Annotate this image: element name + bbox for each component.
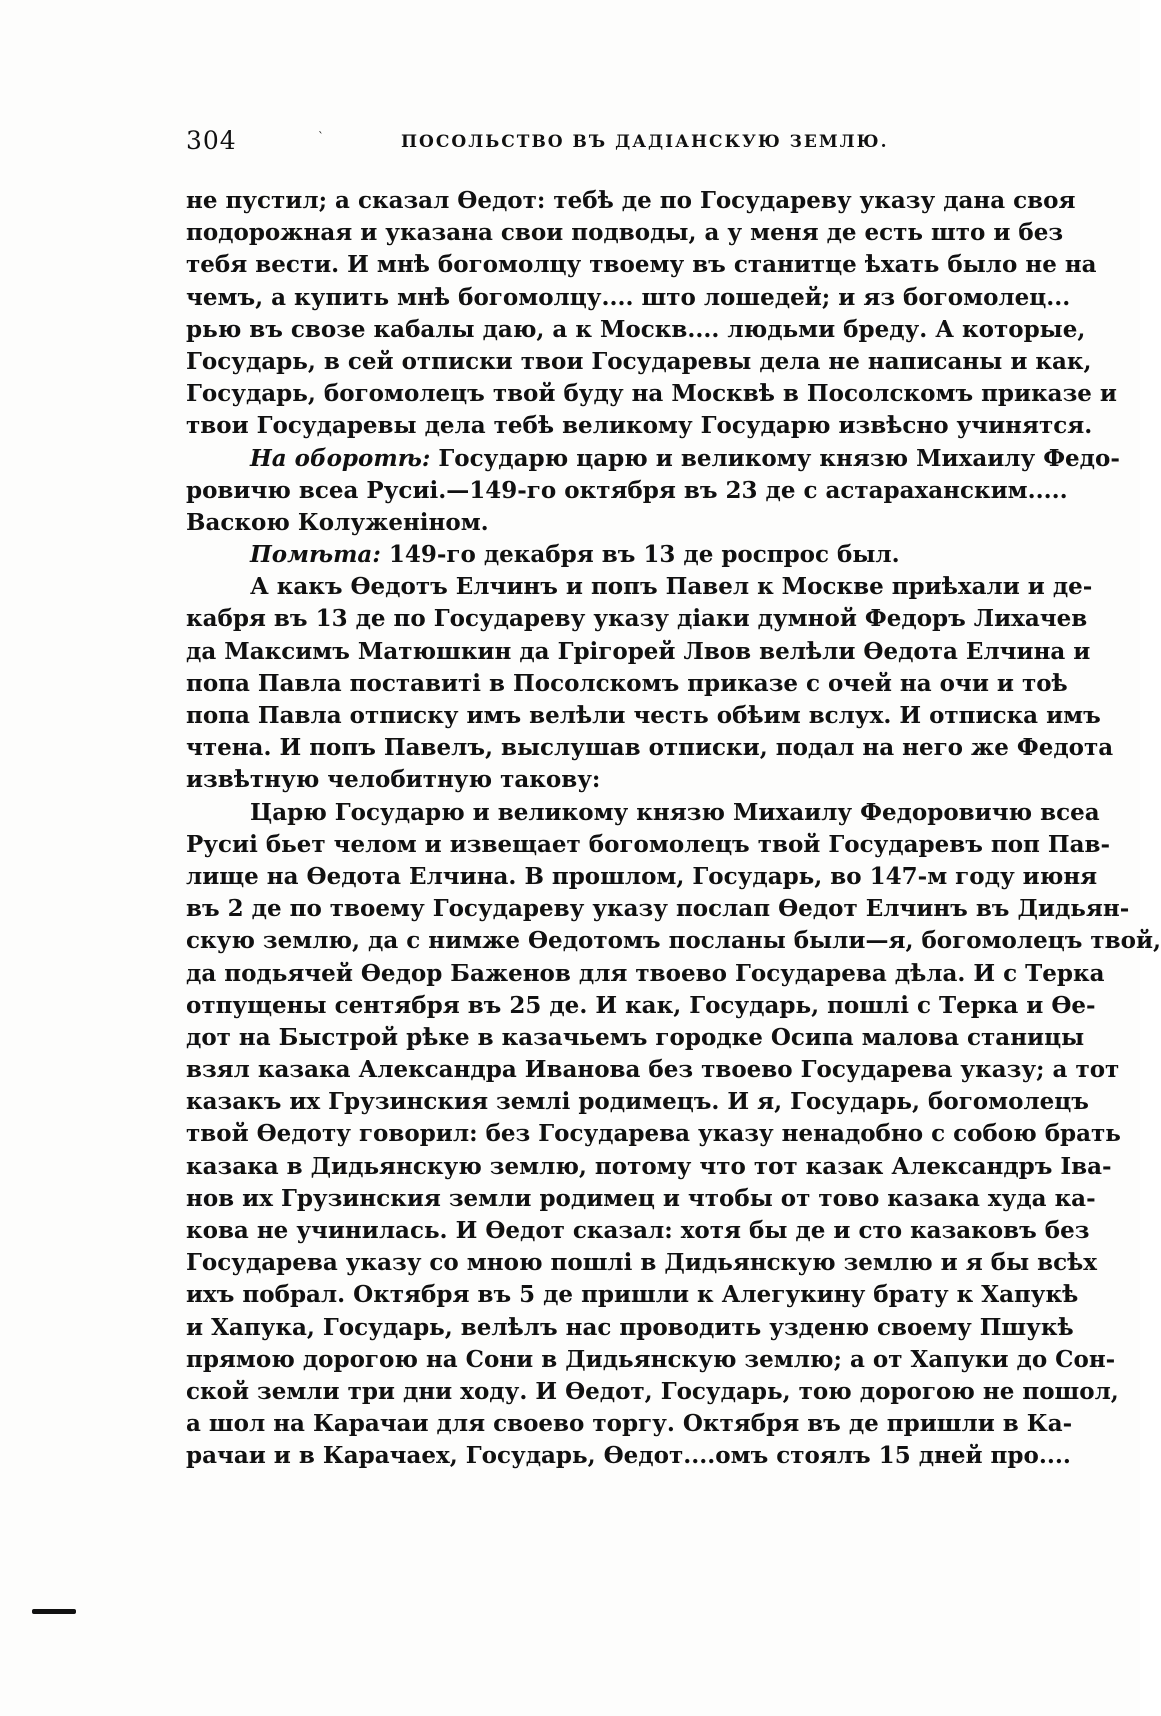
text-line: въ 2 де по твоему Государеву указу послап Ѳедот Елчинъ въ Дидьян-: [186, 895, 1130, 923]
text-line: а шол на Карачаи для своево торгу. Октября въ де пришли в Ка-: [186, 1410, 1073, 1438]
page-number: 304: [186, 126, 237, 155]
header-tick-mark: `: [318, 130, 324, 144]
text-line: лище на Ѳедота Елчина. В прошлом, Государь, во 147-м году июня: [186, 862, 1098, 890]
remark-note: [186, 539, 1016, 571]
verso-label: На оборотѣ:: [250, 444, 431, 472]
page-header: [186, 126, 1016, 166]
paragraph-continuation: [186, 185, 1117, 443]
text-line: А какъ Ѳедотъ Елчинъ и попъ Павел к Москве приѣхали и де-: [250, 573, 1093, 601]
text-line: кабря въ 13 де по Государеву указу діаки думной Федоръ Лихачев: [186, 605, 1088, 633]
text-line: не пустил; а сказал Ѳедот: тебѣ де по Государеву указу дана своя: [186, 187, 1076, 214]
text-line: ровичю всеа Русиі.—149-го октября въ 23 де с астараханским.....: [186, 476, 1068, 504]
text-line: дот на Быстрой рѣке в казачьемъ городке Осипа малова станицы: [186, 1023, 1085, 1051]
text-line: попа Павла отписку имъ велѣли честь обѣим вслух. И отписка имъ: [186, 702, 1101, 729]
remark-text: 149-го декабря въ 13 де роспрос был.: [388, 541, 900, 569]
text-line: скую землю, да с нимже Ѳедотомъ посланы были—я, богомолецъ твой,: [186, 927, 1161, 955]
text-line: ской земли три дни ходу. И Ѳедот, Государь, тою дорогою не пошол,: [186, 1377, 1119, 1405]
text-line: ихъ побрал. Октября въ 5 де пришли к Алегукину брату к Хапукѣ: [186, 1281, 1079, 1309]
text-line: рью въ свозе кабалы даю, а к Москв.... людьми бреду. А которые,: [186, 315, 1086, 343]
text-line: подорожная и указана свои подводы, а у меня де есть што и без: [186, 219, 1064, 247]
text-line: твой Ѳедоту говорил: без Государева указу ненадобно с собою брать: [186, 1120, 1121, 1148]
text-line: чемъ, а купить мнѣ богомолцу.... што лошедей; и яз богомолец...: [186, 283, 1071, 311]
text-line: извѣтную челобитную такову:: [186, 766, 601, 794]
text-line: Государь, богомолецъ твой буду на Москвѣ в Посолскомъ приказе и: [186, 380, 1117, 408]
text-line: тебя вести. И мнѣ богомолцу твоему въ станитце ѣхать было не на: [186, 251, 1097, 279]
text-line: [186, 539, 1016, 571]
text-line: казака в Дидьянскую землю, потому что тот казак Александръ Іва-: [186, 1152, 1112, 1180]
text-line: попа Павла поставиті в Посолскомъ приказе с очей на очи и тоѣ: [186, 669, 1068, 697]
text-line: Государь, в сей отписки твои Государевы дела не написаны и как,: [186, 347, 1092, 375]
text-line: да Максимъ Матюшкин да Грігорей Лвов велѣли Ѳедота Елчина и: [186, 637, 1091, 665]
text-line: кова не учинилась. И Ѳедот сказал: хотя бы де и сто казаковъ без: [186, 1217, 1090, 1244]
text-line: Государева указу со мною пошлі в Дидьянскую землю и я бы всѣх: [186, 1249, 1098, 1277]
verso-note: [186, 443, 1120, 540]
text-line: Васкою Колуженіном.: [186, 508, 489, 536]
text-line: прямою дорогою на Сони в Дидьянскую землю; а от Хапуки до Сон-: [186, 1345, 1116, 1373]
petition-paragraph: [186, 797, 1161, 1473]
text-line: нов их Грузинския земли родимец и чтобы от тово казака худа ка-: [186, 1184, 1096, 1212]
text-line: взял казака Александра Иванова без твоево Государева указу; а тот: [186, 1056, 1120, 1084]
text-line: [186, 443, 1120, 475]
verso-text: Государю царю и великому князю Михаилу Федо-: [438, 444, 1120, 472]
text-line: рачаи и в Карачаех, Государь, Ѳедот....омъ стоялъ 15 дней про....: [186, 1442, 1071, 1470]
text-line: да подьячей Ѳедор Баженов для твоево Государева дѣла. И с Терка: [186, 959, 1105, 987]
text-line: отпущены сентября въ 25 де. И как, Государь, пошлі с Терка и Ѳе-: [186, 991, 1096, 1019]
page-body: [186, 185, 1161, 1473]
text-line: и Хапука, Государь, велѣлъ нас проводить узденю своему Пшукѣ: [186, 1313, 1074, 1341]
text-line: твои Государевы дела тебѣ великому Государю извѣсно учинятся.: [186, 412, 1093, 440]
text-line: Царю Государю и великому князю Михаилу Федоровичю всеа: [250, 798, 1100, 826]
remark-label: Помѣта:: [250, 541, 381, 569]
margin-dash-mark: [32, 1609, 76, 1614]
text-line: казакъ их Грузинския землі родимецъ. И я, Государь, богомолецъ: [186, 1088, 1089, 1116]
running-title: ПОСОЛЬСТВО ВЪ ДАДІАНСКУЮ ЗЕМЛЮ.: [401, 132, 889, 152]
text-line: чтена. И попъ Павелъ, выслушав отписки, подал на него же Федота: [186, 734, 1114, 762]
text-line: Русиі бьет челом и извещает богомолецъ твой Государевъ поп Пав-: [186, 830, 1111, 858]
paragraph: [186, 571, 1114, 796]
